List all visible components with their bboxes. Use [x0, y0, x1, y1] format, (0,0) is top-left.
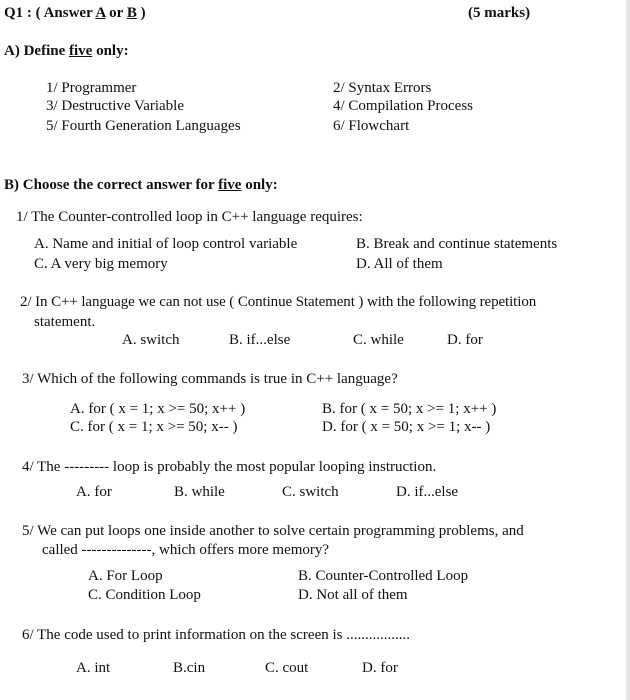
- answer-option: D. for ( x = 50; x >= 1; x-- ): [322, 419, 491, 435]
- answer-option: B. while: [174, 484, 225, 500]
- question-2-text-cont: statement.: [34, 314, 96, 330]
- marks-label: (5 marks): [468, 5, 531, 21]
- answer-option: C. cout: [265, 660, 309, 676]
- define-item: 2/ Syntax Errors: [333, 80, 432, 96]
- answer-option: D. if...else: [396, 484, 459, 500]
- answer-option: D. for: [362, 660, 398, 676]
- answer-option: B. Counter-Controlled Loop: [298, 568, 469, 584]
- question-3-text: 3/ Which of the following commands is true in C++ language?: [22, 371, 398, 387]
- question-4-text: 4/ The --------- loop is probably the most popular looping instruction.: [22, 459, 437, 475]
- answer-option: C. A very big memory: [34, 256, 168, 272]
- answer-option: A. switch: [122, 332, 180, 348]
- define-item: 6/ Flowchart: [333, 118, 410, 134]
- answer-option: D. All of them: [356, 256, 443, 272]
- section-a-title: A) Define five only:: [4, 43, 129, 59]
- answer-option: A. For Loop: [88, 568, 163, 584]
- section-b-title: B) Choose the correct answer for five only:: [4, 177, 278, 193]
- define-item: 4/ Compilation Process: [333, 98, 473, 114]
- answer-option: A. for ( x = 1; x >= 50; x++ ): [70, 401, 246, 417]
- define-item: 5/ Fourth Generation Languages: [46, 118, 241, 134]
- define-item: 1/ Programmer: [46, 80, 137, 96]
- answer-option: B. if...else: [229, 332, 291, 348]
- answer-option: D. Not all of them: [298, 587, 408, 603]
- answer-option: A. Name and initial of loop control variable: [34, 236, 298, 252]
- answer-option: A. int: [76, 660, 111, 676]
- question-5-text: 5/ We can put loops one inside another to solve certain programming problems, and: [22, 523, 524, 539]
- answer-option: D. for: [447, 332, 483, 348]
- answer-option: C. for ( x = 1; x >= 50; x-- ): [70, 419, 238, 435]
- question-header: Q1 : ( Answer A or B ): [4, 5, 146, 21]
- answer-option: B. for ( x = 50; x >= 1; x++ ): [322, 401, 497, 417]
- page-edge: [626, 0, 630, 700]
- question-5-text-cont: called --------------, which offers more memory?: [42, 542, 330, 558]
- answer-option: C. Condition Loop: [88, 587, 201, 603]
- answer-option: B.cin: [173, 660, 206, 676]
- question-1-text: 1/ The Counter-controlled loop in C++ language requires:: [16, 209, 363, 225]
- answer-option: A. for: [76, 484, 112, 500]
- answer-option: C. while: [353, 332, 404, 348]
- question-2-text: 2/ In C++ language we can not use ( Continue Statement ) with the following repetition: [20, 294, 537, 310]
- answer-option: B. Break and continue statements: [356, 236, 558, 252]
- define-item: 3/ Destructive Variable: [46, 98, 185, 114]
- question-6-text: 6/ The code used to print information on the screen is .................: [22, 627, 410, 643]
- answer-option: C. switch: [282, 484, 339, 500]
